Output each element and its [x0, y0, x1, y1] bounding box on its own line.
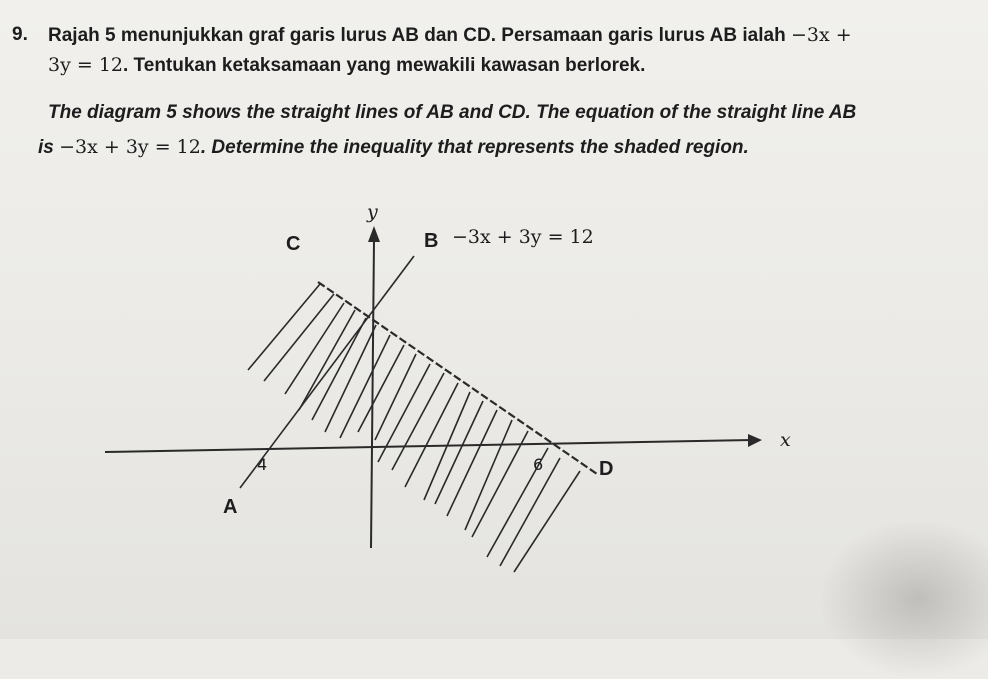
question-english-line-1: The diagram 5 shows the straight lines of AB and CD. The equation of the straight line AB — [48, 102, 857, 123]
x-axis-arrow — [748, 434, 762, 447]
malay-equation-part-2: 3y = 12 — [48, 54, 123, 76]
question-number: 9. — [12, 24, 28, 45]
x-intercept-CD-label: 6 — [533, 455, 544, 474]
english-text-2: . Determine the inequality that represents the shaded region. — [200, 137, 749, 158]
english-equation: −3x + 3y = 12 — [59, 136, 201, 158]
point-C-label: C — [286, 233, 301, 255]
x-intercept-AB-label: 4 — [257, 455, 268, 474]
malay-text-2: . Tentukan ketaksamaan yang mewakili kawasan berlorek. — [123, 55, 646, 76]
y-axis-arrow — [368, 226, 380, 242]
malay-text-1: Rajah 5 menunjukkan graf garis lurus AB dan CD. Persamaan garis lurus AB ialah — [48, 25, 786, 46]
line-AB-equation-label: −3x + 3y = 12 — [452, 226, 594, 248]
english-prefix: is — [38, 137, 60, 158]
malay-equation-part-1: −3x + — [790, 24, 852, 46]
y-axis — [371, 240, 374, 548]
y-axis-label: y — [367, 201, 378, 223]
x-axis-label: x — [780, 429, 791, 451]
point-B-label: B — [424, 230, 439, 252]
line-AB — [240, 256, 414, 488]
point-A-label: A — [223, 496, 238, 518]
point-D-label: D — [599, 458, 614, 480]
